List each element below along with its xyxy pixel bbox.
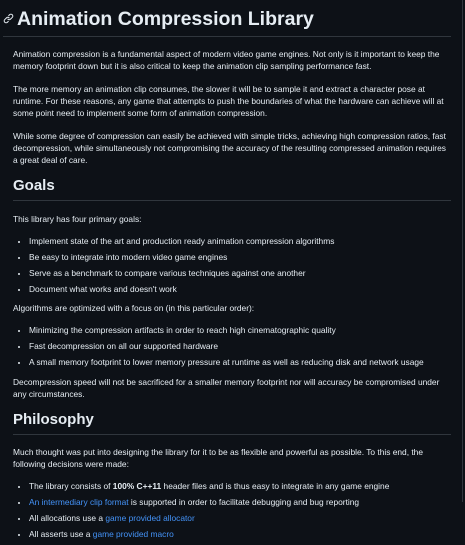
philosophy-list: [13, 481, 451, 540]
readme-content: [13, 0, 451, 545]
intro-paragraph-2: The more memory an animation clip consumes, the slower it will be to sample it and extract a character pose at runtime. For these reasons, any game that attempts to push the boundaries of what the hardware can achieve will at some point need to implement some form of animation compression.: [13, 84, 444, 118]
list-item: [29, 481, 451, 492]
goals-heading: Goals: [13, 176, 451, 201]
item-text: header files and is thus easy to integrate in any game engine: [161, 481, 390, 491]
list-item: • Serve as a benchmark to compare various techniques against one another: [29, 268, 451, 279]
list-item: • A small memory footprint to lower memory pressure at runtime as well as reducing disk and network usage: [29, 357, 451, 368]
item-text: is supported in order to facilitate debugging and bug reporting: [128, 497, 360, 507]
list-item: • Fast decompression on all our supported hardware: [29, 341, 451, 352]
optimization-lead: Algorithms are optimized with a focus on (in this particular order):: [13, 303, 255, 313]
list-item: [29, 513, 451, 524]
intro-paragraph-3: While some degree of compression can easily be achieved with simple tricks, achieving high compression ratios, fast decompression, while simultaneously not compromising the accuracy of the resulting compressed animation requires a great deal of care.: [13, 131, 446, 165]
philosophy-lead: Much thought was put into designing the library for it to be as flexible and powerful as possible. To this end, the following decisions were made:: [13, 447, 423, 469]
goals-lead: This library has four primary goals:: [13, 214, 142, 224]
list-item: • Document what works and doesn't work: [29, 284, 451, 295]
list-item: • Be easy to integrate into modern video game engines: [29, 252, 451, 263]
list-item: [29, 497, 451, 508]
list-item: • Implement state of the art and production ready animation compression algorithms: [29, 236, 451, 247]
page-title: [3, 0, 451, 37]
item-text: The library consists of: [29, 481, 113, 491]
link-icon[interactable]: [3, 13, 14, 24]
page-title-text: Animation Compression Library: [17, 8, 314, 30]
clip-format-link[interactable]: An intermediary clip format: [29, 497, 129, 507]
item-text: All asserts use a: [29, 529, 93, 539]
assert-macro-link[interactable]: game provided macro: [92, 529, 174, 539]
philosophy-heading: Philosophy: [13, 410, 451, 435]
goals-list: [13, 236, 451, 295]
page-edge-divider: [462, 0, 463, 502]
goals-closing: Decompression speed will not be sacrificed for a smaller memory footprint nor will accuracy be compromised under any circumstances.: [13, 377, 440, 399]
allocator-link[interactable]: game provided allocator: [105, 513, 195, 523]
optimization-list: [13, 325, 451, 368]
cpp-version-text: 100% C++11: [112, 481, 162, 491]
item-text: All allocations use a: [29, 513, 106, 523]
intro-paragraph-1: Animation compression is a fundamental aspect of modern video game engines. Not only is it important to keep the memory footprint down but it is also critical to keep the animation clip sampling performance fast.: [13, 49, 440, 71]
list-item: • Minimizing the compression artifacts in order to reach high cinematographic quality: [29, 325, 451, 336]
list-item: [29, 529, 451, 540]
